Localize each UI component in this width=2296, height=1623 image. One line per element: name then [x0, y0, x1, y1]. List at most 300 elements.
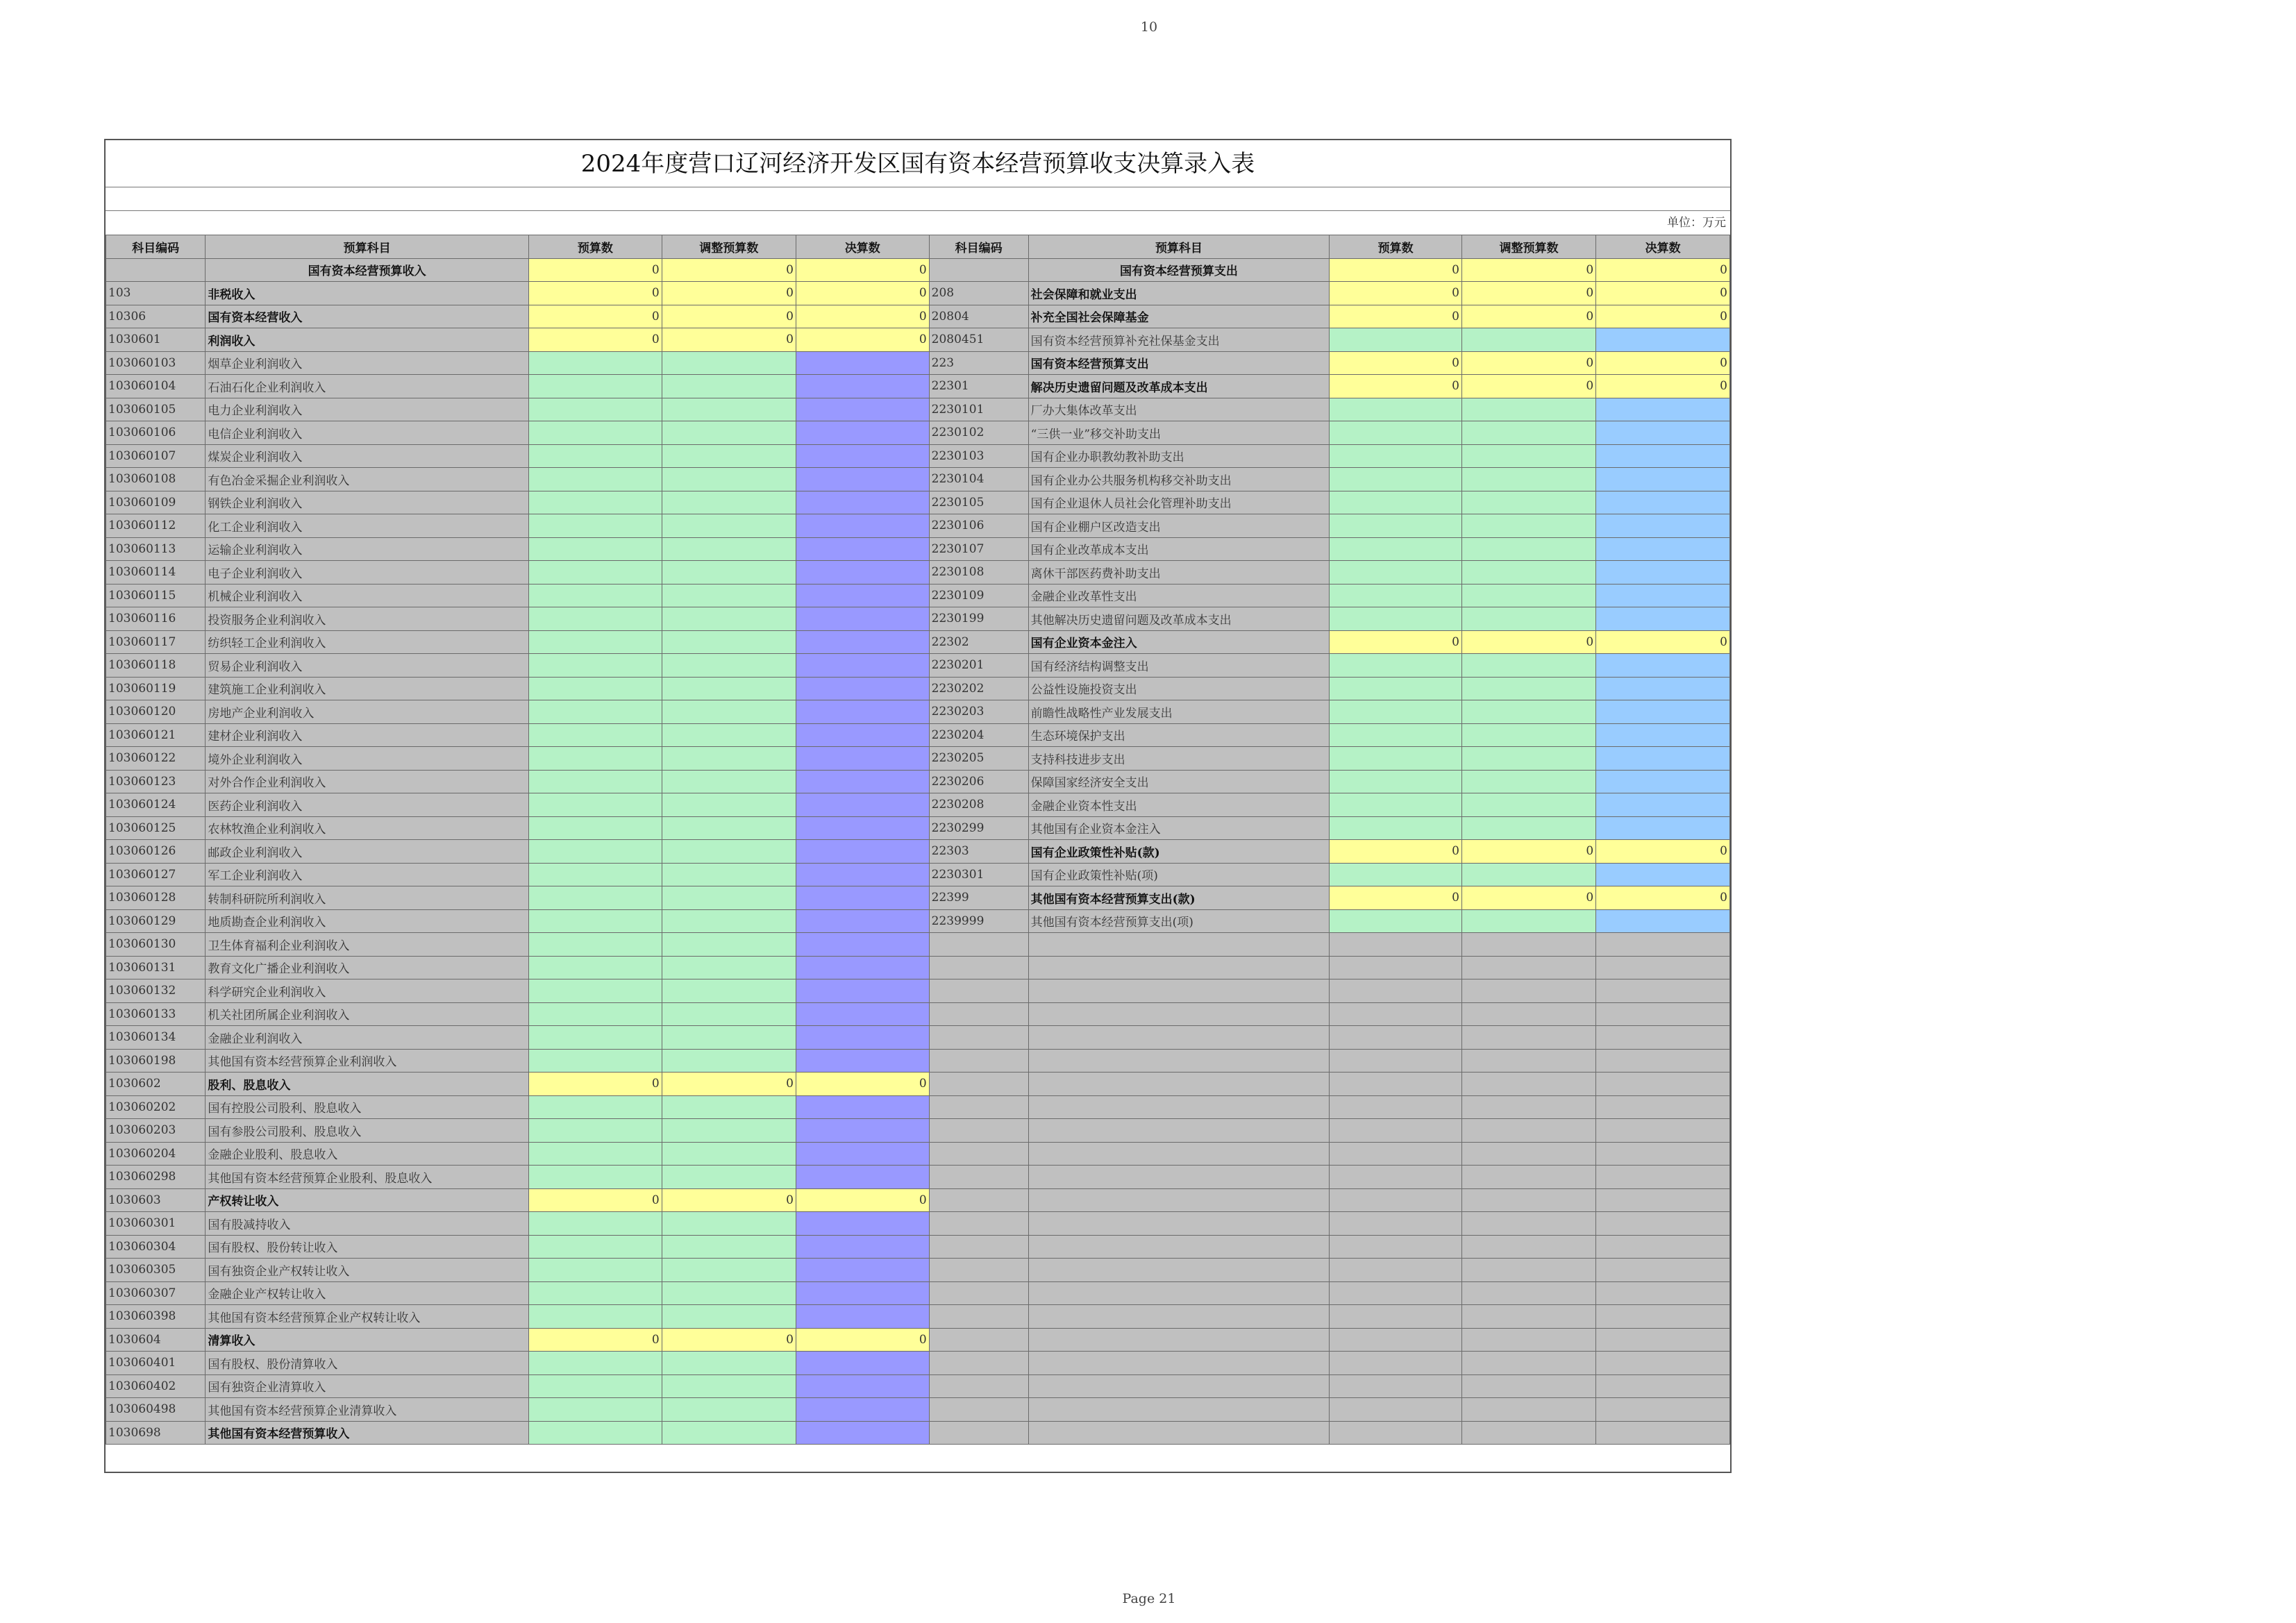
income-budget-input[interactable]: [529, 1142, 662, 1166]
income-adjusted-input[interactable]: [662, 1421, 796, 1445]
income-adjusted-input[interactable]: [662, 468, 796, 491]
expense-empty-cell: [1330, 1142, 1462, 1166]
expense-budget-input[interactable]: [1330, 654, 1462, 678]
table-row: [106, 863, 1730, 886]
expense-final-input[interactable]: [1596, 770, 1730, 793]
income-final-input[interactable]: [796, 816, 929, 840]
expense-final-input[interactable]: [1596, 747, 1730, 771]
expense-empty-cell: [1596, 1166, 1730, 1189]
header-final-right: 决算数: [1596, 235, 1730, 259]
income-final-input[interactable]: [796, 1119, 929, 1143]
income-budget-input[interactable]: [529, 747, 662, 771]
income-subject-cell: 卫生体育福利企业利润收入: [206, 933, 529, 957]
income-adjusted-input[interactable]: [662, 1259, 796, 1282]
table-row: [106, 1305, 1730, 1329]
income-adjusted-input[interactable]: [662, 909, 796, 933]
expense-final-input[interactable]: [1596, 421, 1730, 445]
income-adjusted-input[interactable]: [662, 1049, 796, 1073]
expense-code-cell: 2230103: [929, 444, 1028, 468]
expense-code-cell: [929, 933, 1028, 957]
expense-empty-cell: [1596, 1026, 1730, 1050]
expense-adjusted-input[interactable]: [1461, 328, 1595, 352]
income-budget-input[interactable]: [529, 468, 662, 491]
income-final-value: 0: [796, 305, 929, 328]
income-final-input[interactable]: [796, 956, 929, 979]
expense-subject-cell: [1028, 956, 1330, 979]
expense-final-value: 0: [1596, 375, 1730, 398]
expense-budget-input[interactable]: [1330, 328, 1462, 352]
expense-adjusted-input[interactable]: [1461, 723, 1595, 747]
income-adjusted-input[interactable]: [662, 886, 796, 910]
income-code-cell: 103060402: [106, 1374, 206, 1398]
income-budget-input[interactable]: [529, 886, 662, 910]
income-subject-cell: 医药企业利润收入: [206, 793, 529, 817]
expense-adjusted-input[interactable]: [1461, 537, 1595, 561]
income-adjusted-input[interactable]: [662, 421, 796, 445]
expense-subject-cell: 金融企业资本性支出: [1028, 793, 1330, 817]
income-adjusted-input[interactable]: [662, 1026, 796, 1050]
expense-adjusted-input[interactable]: [1461, 863, 1595, 886]
expense-budget-input[interactable]: [1330, 468, 1462, 491]
income-final-input[interactable]: [796, 677, 929, 700]
expense-final-input[interactable]: [1596, 537, 1730, 561]
income-subject-cell: 国有资本经营预算收入: [206, 258, 529, 282]
expense-final-input[interactable]: [1596, 491, 1730, 514]
expense-final-input[interactable]: [1596, 700, 1730, 724]
income-final-input[interactable]: [796, 1142, 929, 1166]
expense-adjusted-input[interactable]: [1461, 514, 1595, 538]
income-budget-input[interactable]: [529, 607, 662, 631]
income-code-cell: 103060401: [106, 1352, 206, 1375]
income-budget-input[interactable]: [529, 956, 662, 979]
expense-code-cell: 22301: [929, 375, 1028, 398]
income-budget-input[interactable]: [529, 816, 662, 840]
income-adjusted-input[interactable]: [662, 584, 796, 607]
income-final-input[interactable]: [796, 863, 929, 886]
income-final-input[interactable]: [796, 1212, 929, 1236]
income-budget-input[interactable]: [529, 933, 662, 957]
expense-adjusted-input[interactable]: [1461, 561, 1595, 585]
income-adjusted-input[interactable]: [662, 1374, 796, 1398]
table-row: [106, 258, 1730, 282]
income-subject-cell: 金融企业产权转让收入: [206, 1281, 529, 1305]
income-budget-input[interactable]: [529, 1095, 662, 1119]
expense-final-input[interactable]: [1596, 328, 1730, 352]
expense-final-value: 0: [1596, 886, 1730, 910]
income-budget-input[interactable]: [529, 584, 662, 607]
income-final-input[interactable]: [796, 1095, 929, 1119]
expense-budget-input[interactable]: [1330, 537, 1462, 561]
income-adjusted-input[interactable]: [662, 1352, 796, 1375]
income-adjusted-input[interactable]: [662, 1095, 796, 1119]
income-final-input[interactable]: [796, 351, 929, 375]
income-adjusted-input[interactable]: [662, 375, 796, 398]
expense-adjusted-input[interactable]: [1461, 816, 1595, 840]
expense-budget-input[interactable]: [1330, 816, 1462, 840]
income-code-cell: 103060104: [106, 375, 206, 398]
income-adjusted-input[interactable]: [662, 1235, 796, 1259]
expense-subject-cell: 保障国家经济安全支出: [1028, 770, 1330, 793]
income-budget-input[interactable]: [529, 351, 662, 375]
income-budget-input[interactable]: [529, 491, 662, 514]
income-budget-input[interactable]: [529, 1259, 662, 1282]
income-budget-input[interactable]: [529, 1235, 662, 1259]
income-budget-input[interactable]: [529, 444, 662, 468]
income-final-input[interactable]: [796, 468, 929, 491]
income-budget-input[interactable]: [529, 770, 662, 793]
expense-subject-cell: [1028, 1095, 1330, 1119]
income-code-cell: 103060113: [106, 537, 206, 561]
expense-final-input[interactable]: [1596, 561, 1730, 585]
table-row: [106, 816, 1730, 840]
income-subject-cell: 贸易企业利润收入: [206, 654, 529, 678]
expense-adjusted-input[interactable]: [1461, 607, 1595, 631]
expense-adjusted-input[interactable]: [1461, 909, 1595, 933]
income-budget-input[interactable]: [529, 1002, 662, 1026]
expense-budget-input[interactable]: [1330, 607, 1462, 631]
income-subject-cell: 电信企业利润收入: [206, 421, 529, 445]
expense-empty-cell: [1596, 1398, 1730, 1422]
table-row: [106, 770, 1730, 793]
income-adjusted-input[interactable]: [662, 1305, 796, 1329]
expense-final-input[interactable]: [1596, 654, 1730, 678]
income-final-input[interactable]: [796, 1281, 929, 1305]
income-final-input[interactable]: [796, 607, 929, 631]
income-adjusted-input[interactable]: [662, 933, 796, 957]
expense-final-input[interactable]: [1596, 607, 1730, 631]
expense-empty-cell: [1330, 1398, 1462, 1422]
budget-sheet: [104, 139, 1732, 1473]
expense-budget-input[interactable]: [1330, 793, 1462, 817]
expense-budget-input[interactable]: [1330, 700, 1462, 724]
expense-budget-input[interactable]: [1330, 677, 1462, 700]
income-final-input[interactable]: [796, 770, 929, 793]
expense-code-cell: 2230203: [929, 700, 1028, 724]
income-budget-value: 0: [529, 305, 662, 328]
expense-adjusted-input[interactable]: [1461, 700, 1595, 724]
expense-adjusted-input[interactable]: [1461, 421, 1595, 445]
expense-empty-cell: [1330, 1259, 1462, 1282]
income-adjusted-input[interactable]: [662, 863, 796, 886]
income-budget-input[interactable]: [529, 1305, 662, 1329]
expense-code-cell: 2230204: [929, 723, 1028, 747]
expense-empty-cell: [1330, 1026, 1462, 1050]
income-budget-input[interactable]: [529, 909, 662, 933]
expense-subject-cell: 前瞻性战略性产业发展支出: [1028, 700, 1330, 724]
income-final-input[interactable]: [796, 747, 929, 771]
expense-subject-cell: 其他国有资本经营预算支出(项): [1028, 909, 1330, 933]
income-subject-cell: 产权转让收入: [206, 1188, 529, 1212]
income-final-input[interactable]: [796, 444, 929, 468]
expense-subject-cell: [1028, 1235, 1330, 1259]
income-subject-cell: 纺织轻工企业利润收入: [206, 630, 529, 654]
income-adjusted-input[interactable]: [662, 561, 796, 585]
income-adjusted-input[interactable]: [662, 444, 796, 468]
income-final-input[interactable]: [796, 1235, 929, 1259]
expense-code-cell: 22399: [929, 886, 1028, 910]
income-subject-cell: 煤炭企业利润收入: [206, 444, 529, 468]
expense-budget-input[interactable]: [1330, 584, 1462, 607]
income-final-input[interactable]: [796, 398, 929, 421]
expense-final-input[interactable]: [1596, 723, 1730, 747]
income-final-input[interactable]: [796, 700, 929, 724]
income-budget-input[interactable]: [529, 1049, 662, 1073]
expense-adjusted-input[interactable]: [1461, 747, 1595, 771]
expense-adjusted-value: 0: [1461, 886, 1595, 910]
income-final-input[interactable]: [796, 654, 929, 678]
expense-budget-input[interactable]: [1330, 723, 1462, 747]
income-final-input[interactable]: [796, 1002, 929, 1026]
income-final-input[interactable]: [796, 1026, 929, 1050]
income-final-input[interactable]: [796, 886, 929, 910]
expense-final-value: 0: [1596, 351, 1730, 375]
expense-code-cell: [929, 1119, 1028, 1143]
expense-final-value: 0: [1596, 630, 1730, 654]
expense-subject-cell: [1028, 1073, 1330, 1096]
income-adjusted-input[interactable]: [662, 1398, 796, 1422]
expense-budget-input[interactable]: [1330, 770, 1462, 793]
expense-empty-cell: [1596, 1002, 1730, 1026]
income-code-cell: 103060128: [106, 886, 206, 910]
income-budget-input[interactable]: [529, 1374, 662, 1398]
income-budget-value: 0: [529, 282, 662, 305]
income-final-input[interactable]: [796, 491, 929, 514]
income-final-value: 0: [796, 282, 929, 305]
expense-subject-cell: [1028, 1188, 1330, 1212]
income-budget-input[interactable]: [529, 1212, 662, 1236]
income-final-input[interactable]: [796, 1166, 929, 1189]
expense-final-input[interactable]: [1596, 677, 1730, 700]
income-code-cell: 103060203: [106, 1119, 206, 1143]
income-adjusted-input[interactable]: [662, 630, 796, 654]
income-budget-input[interactable]: [529, 1352, 662, 1375]
expense-budget-input[interactable]: [1330, 444, 1462, 468]
income-budget-input[interactable]: [529, 1026, 662, 1050]
income-budget-input[interactable]: [529, 700, 662, 724]
income-subject-cell: 国有控股公司股利、股息收入: [206, 1095, 529, 1119]
expense-final-input[interactable]: [1596, 863, 1730, 886]
expense-budget-input[interactable]: [1330, 491, 1462, 514]
income-budget-input[interactable]: [529, 1166, 662, 1189]
income-budget-input[interactable]: [529, 1119, 662, 1143]
expense-code-cell: 2230106: [929, 514, 1028, 538]
income-budget-input[interactable]: [529, 979, 662, 1003]
income-final-input[interactable]: [796, 1259, 929, 1282]
expense-code-cell: [929, 1328, 1028, 1352]
income-final-value: 0: [796, 328, 929, 352]
expense-empty-cell: [1461, 1049, 1595, 1073]
income-adjusted-input[interactable]: [662, 1002, 796, 1026]
income-final-input[interactable]: [796, 979, 929, 1003]
expense-code-cell: [929, 1259, 1028, 1282]
expense-final-input[interactable]: [1596, 514, 1730, 538]
income-final-input[interactable]: [796, 630, 929, 654]
income-adjusted-input[interactable]: [662, 723, 796, 747]
income-subject-cell: 非税收入: [206, 282, 529, 305]
income-adjusted-input[interactable]: [662, 1142, 796, 1166]
income-budget-input[interactable]: [529, 630, 662, 654]
income-budget-input[interactable]: [529, 723, 662, 747]
income-final-value: 0: [796, 1328, 929, 1352]
income-adjusted-input[interactable]: [662, 607, 796, 631]
expense-empty-cell: [1330, 1374, 1462, 1398]
expense-adjusted-input[interactable]: [1461, 491, 1595, 514]
expense-adjusted-input[interactable]: [1461, 654, 1595, 678]
income-code-cell: 103060124: [106, 793, 206, 817]
income-adjusted-input[interactable]: [662, 514, 796, 538]
income-adjusted-input[interactable]: [662, 1119, 796, 1143]
income-subject-cell: 利润收入: [206, 328, 529, 352]
income-adjusted-input[interactable]: [662, 1212, 796, 1236]
expense-budget-input[interactable]: [1330, 561, 1462, 585]
expense-code-cell: 20804: [929, 305, 1028, 328]
income-budget-input[interactable]: [529, 863, 662, 886]
income-adjusted-input[interactable]: [662, 979, 796, 1003]
expense-empty-cell: [1330, 1166, 1462, 1189]
income-budget-input[interactable]: [529, 537, 662, 561]
income-final-input[interactable]: [796, 793, 929, 817]
income-budget-input[interactable]: [529, 514, 662, 538]
income-budget-input[interactable]: [529, 677, 662, 700]
income-code-cell: 103060123: [106, 770, 206, 793]
expense-adjusted-input[interactable]: [1461, 770, 1595, 793]
income-code-cell: 103060498: [106, 1398, 206, 1422]
income-budget-input[interactable]: [529, 793, 662, 817]
income-subject-cell: 化工企业利润收入: [206, 514, 529, 538]
income-final-input[interactable]: [796, 840, 929, 864]
income-adjusted-input[interactable]: [662, 770, 796, 793]
expense-budget-input[interactable]: [1330, 398, 1462, 421]
expense-code-cell: [929, 1095, 1028, 1119]
income-final-input[interactable]: [796, 909, 929, 933]
income-budget-input[interactable]: [529, 398, 662, 421]
income-final-input[interactable]: [796, 723, 929, 747]
expense-subject-cell: [1028, 1002, 1330, 1026]
expense-adjusted-input[interactable]: [1461, 793, 1595, 817]
expense-adjusted-input[interactable]: [1461, 398, 1595, 421]
table-row: [106, 328, 1730, 352]
expense-subject-cell: 国有企业棚户区改造支出: [1028, 514, 1330, 538]
expense-final-input[interactable]: [1596, 793, 1730, 817]
income-subject-cell: 国有股权、股份转让收入: [206, 1235, 529, 1259]
income-subject-cell: 国有股权、股份清算收入: [206, 1352, 529, 1375]
income-final-input[interactable]: [796, 1398, 929, 1422]
income-adjusted-input[interactable]: [662, 677, 796, 700]
expense-code-cell: 2230201: [929, 654, 1028, 678]
expense-code-cell: [929, 1305, 1028, 1329]
income-adjusted-input[interactable]: [662, 956, 796, 979]
expense-empty-cell: [1596, 1305, 1730, 1329]
header-budget-right: 预算数: [1330, 235, 1462, 259]
expense-adjusted-input[interactable]: [1461, 444, 1595, 468]
expense-budget-input[interactable]: [1330, 909, 1462, 933]
income-final-input[interactable]: [796, 1374, 929, 1398]
income-code-cell: 103060198: [106, 1049, 206, 1073]
income-subject-cell: 转制科研院所利润收入: [206, 886, 529, 910]
expense-final-input[interactable]: [1596, 468, 1730, 491]
income-budget-input[interactable]: [529, 561, 662, 585]
income-final-input[interactable]: [796, 1305, 929, 1329]
income-budget-input[interactable]: [529, 375, 662, 398]
income-final-input[interactable]: [796, 1352, 929, 1375]
expense-subject-cell: 支持科技进步支出: [1028, 747, 1330, 771]
income-adjusted-input[interactable]: [662, 747, 796, 771]
income-final-input[interactable]: [796, 537, 929, 561]
income-final-input[interactable]: [796, 421, 929, 445]
expense-empty-cell: [1330, 1328, 1462, 1352]
income-final-input[interactable]: [796, 933, 929, 957]
expense-adjusted-input[interactable]: [1461, 468, 1595, 491]
income-adjusted-input[interactable]: [662, 351, 796, 375]
income-adjusted-input[interactable]: [662, 1166, 796, 1189]
expense-subject-cell: 国有经济结构调整支出: [1028, 654, 1330, 678]
expense-final-input[interactable]: [1596, 909, 1730, 933]
income-adjusted-input[interactable]: [662, 840, 796, 864]
income-code-cell: 103060105: [106, 398, 206, 421]
income-subject-cell: 钢铁企业利润收入: [206, 491, 529, 514]
expense-final-input[interactable]: [1596, 444, 1730, 468]
expense-subject-cell: 国有资本经营预算补充社保基金支出: [1028, 328, 1330, 352]
expense-adjusted-input[interactable]: [1461, 677, 1595, 700]
expense-final-input[interactable]: [1596, 398, 1730, 421]
income-adjusted-input[interactable]: [662, 700, 796, 724]
expense-final-input[interactable]: [1596, 584, 1730, 607]
income-adjusted-input[interactable]: [662, 654, 796, 678]
expense-subject-cell: [1028, 1212, 1330, 1236]
income-budget-input[interactable]: [529, 421, 662, 445]
expense-code-cell: [929, 956, 1028, 979]
income-budget-input[interactable]: [529, 1281, 662, 1305]
income-code-cell: 103060202: [106, 1095, 206, 1119]
expense-budget-value: 0: [1330, 351, 1462, 375]
expense-budget-input[interactable]: [1330, 747, 1462, 771]
income-adjusted-input[interactable]: [662, 398, 796, 421]
income-subject-cell: 其他国有资本经营预算企业股利、股息收入: [206, 1166, 529, 1189]
table-row: [106, 305, 1730, 328]
income-final-input[interactable]: [796, 584, 929, 607]
income-final-input[interactable]: [796, 1049, 929, 1073]
income-subject-cell: 其他国有资本经营预算企业利润收入: [206, 1049, 529, 1073]
expense-empty-cell: [1461, 1095, 1595, 1119]
income-adjusted-input[interactable]: [662, 793, 796, 817]
income-budget-input[interactable]: [529, 840, 662, 864]
expense-final-input[interactable]: [1596, 816, 1730, 840]
expense-budget-input[interactable]: [1330, 863, 1462, 886]
expense-empty-cell: [1596, 1374, 1730, 1398]
expense-subject-cell: 国有企业改革成本支出: [1028, 537, 1330, 561]
expense-adjusted-input[interactable]: [1461, 584, 1595, 607]
expense-subject-cell: “三供一业”移交补助支出: [1028, 421, 1330, 445]
expense-budget-input[interactable]: [1330, 514, 1462, 538]
income-budget-input[interactable]: [529, 1398, 662, 1422]
income-budget-input[interactable]: [529, 654, 662, 678]
income-adjusted-input[interactable]: [662, 537, 796, 561]
income-adjusted-input[interactable]: [662, 1281, 796, 1305]
income-adjusted-input[interactable]: [662, 816, 796, 840]
expense-adjusted-value: 0: [1461, 630, 1595, 654]
expense-code-cell: [929, 1398, 1028, 1422]
expense-subject-cell: [1028, 1352, 1330, 1375]
income-final-input[interactable]: [796, 514, 929, 538]
expense-code-cell: [929, 979, 1028, 1003]
income-final-input[interactable]: [796, 561, 929, 585]
expense-code-cell: 2230299: [929, 816, 1028, 840]
income-adjusted-input[interactable]: [662, 491, 796, 514]
income-final-input[interactable]: [796, 375, 929, 398]
expense-budget-input[interactable]: [1330, 421, 1462, 445]
income-budget-input[interactable]: [529, 1421, 662, 1445]
income-final-input[interactable]: [796, 1421, 929, 1445]
